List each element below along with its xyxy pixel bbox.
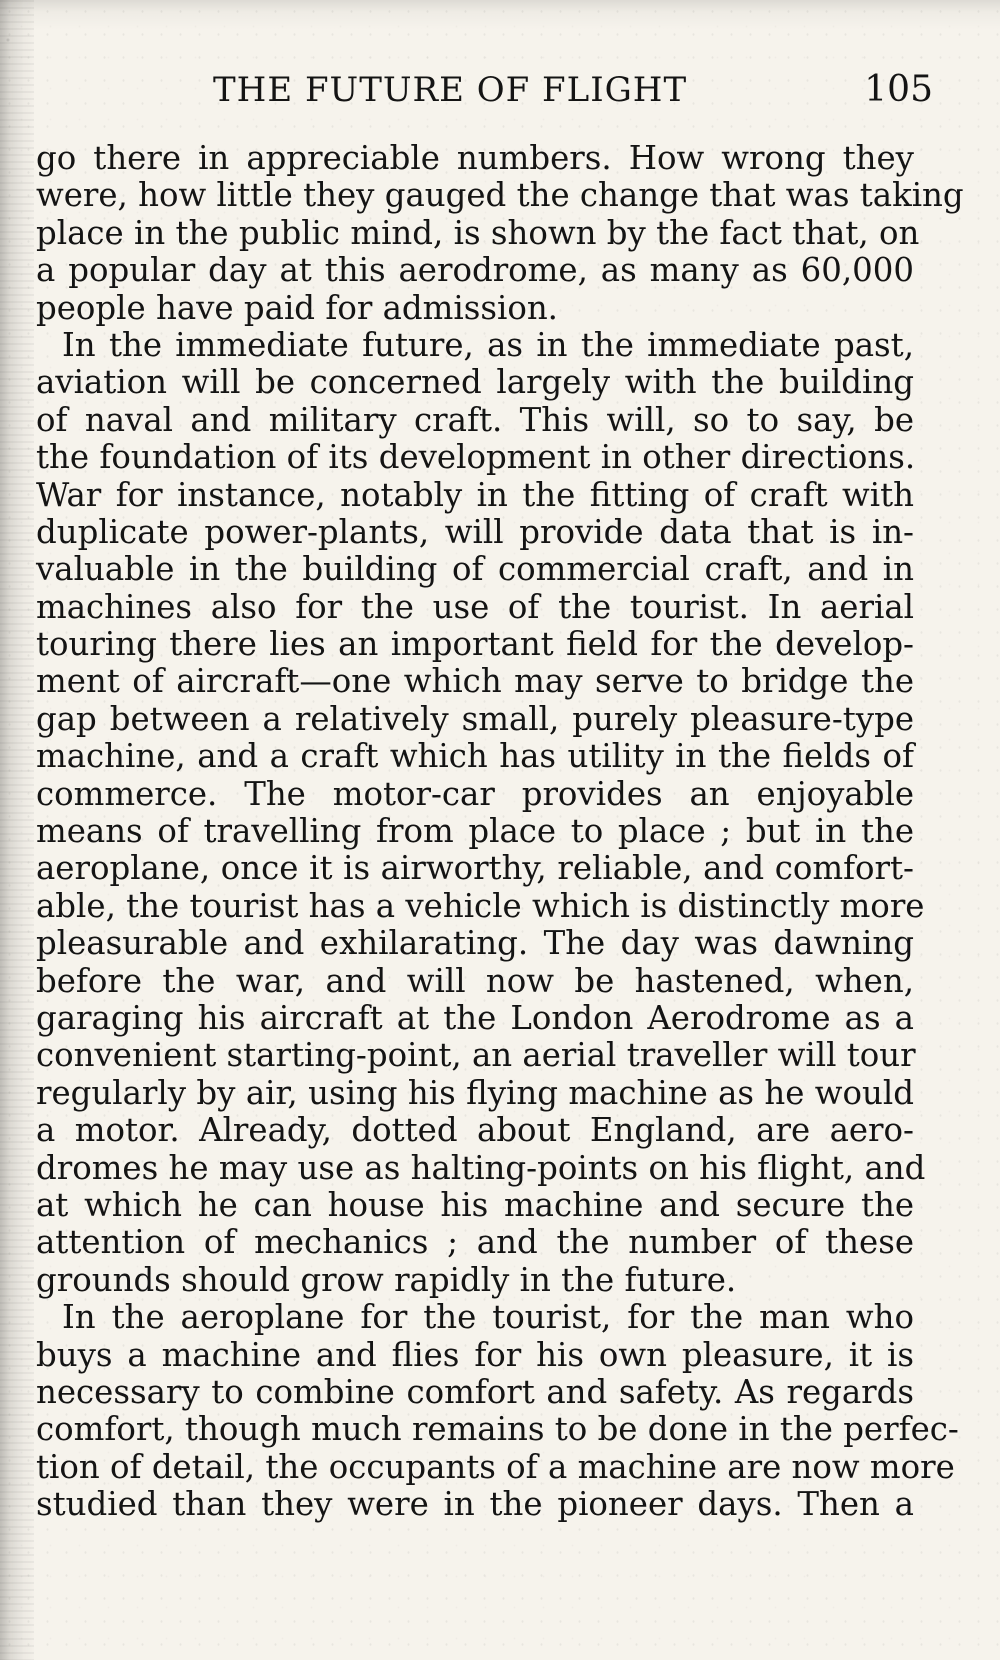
text-line: go there in appreciable numbers. How wrong they — [36, 139, 914, 177]
running-header — [213, 68, 933, 118]
text-line: War for instance, notably in the fitting of craft with — [36, 475, 914, 514]
text-line: touring there lies an important field for the develop- — [36, 625, 914, 664]
text-line: comfort, though much remains to be done in the perfec- — [36, 1410, 959, 1449]
text-line: before the war, and will now be hastened, when, — [36, 961, 914, 1000]
text-line: aviation will be concerned largely with the building — [36, 363, 914, 402]
text-line: garaging his aircraft at the London Aerodrome as a — [36, 998, 914, 1037]
text-line: duplicate power-plants, will provide data that is in- — [36, 512, 914, 551]
text-line: convenient starting-point, an aerial traveller will tour — [36, 1036, 916, 1075]
text-line: commerce. The motor-car provides an enjoyable — [36, 774, 914, 813]
text-line: dromes he may use as halting-points on his flight, and — [36, 1148, 926, 1187]
text-line: machines also for the use of the tourist. In aerial — [36, 587, 914, 626]
text-line: a motor. Already, dotted about England, are aero- — [36, 1111, 914, 1150]
text-line: studied than they were in the pioneer days. Then a — [36, 1485, 914, 1524]
text-line: tion of detail, the occupants of a machine are now more — [36, 1447, 955, 1486]
text-line: ment of aircraft—one which may serve to bridge the — [36, 662, 914, 701]
text-line: at which he can house his machine and secure the — [36, 1185, 914, 1224]
text-line: gap between a relatively small, purely pleasure-type — [36, 699, 914, 738]
text-line: the foundation of its development in other directions. — [36, 438, 916, 477]
text-line: place in the public mind, is shown by the fact that, on — [36, 213, 920, 252]
text-line: pleasurable and exhilarating. The day was dawning — [36, 924, 914, 963]
body-text — [36, 139, 964, 1524]
text-line: grounds should grow rapidly in the future. — [36, 1260, 737, 1299]
text-line: necessary to combine comfort and safety. As regards — [36, 1372, 914, 1411]
text-line: In the aeroplane for the tourist, for the man who — [62, 1298, 914, 1337]
text-line: a popular day at this aerodrome, as many as 60,000 — [36, 251, 914, 290]
text-line: able, the tourist has a vehicle which is distinctly more — [36, 886, 925, 925]
text-line: machine, and a craft which has utility in the fields of — [36, 737, 914, 776]
text-line: aeroplane, once it is airworthy, reliable, and comfort- — [36, 849, 914, 888]
text-line: of naval and military craft. This will, so to say, be — [36, 400, 914, 439]
scanned-page-edge — [0, 0, 34, 1660]
text-line: means of travelling from place to place ; but in the — [36, 812, 914, 851]
text-line: people have paid for admission. — [36, 288, 558, 327]
text-line: In the immediate future, as in the immediate past, — [62, 325, 914, 364]
text-line: attention of mechanics ; and the number of these — [36, 1223, 914, 1262]
text-line: were, how little they gauged the change that was taking — [36, 176, 964, 215]
text-line: regularly by air, using his flying machine as he would — [36, 1073, 914, 1112]
text-line: buys a machine and flies for his own pleasure, it is — [36, 1335, 914, 1374]
text-line: valuable in the building of commercial craft, and in — [36, 550, 914, 589]
page-number: 105 — [864, 69, 933, 110]
running-title: THE FUTURE OF FLIGHT — [213, 70, 688, 110]
